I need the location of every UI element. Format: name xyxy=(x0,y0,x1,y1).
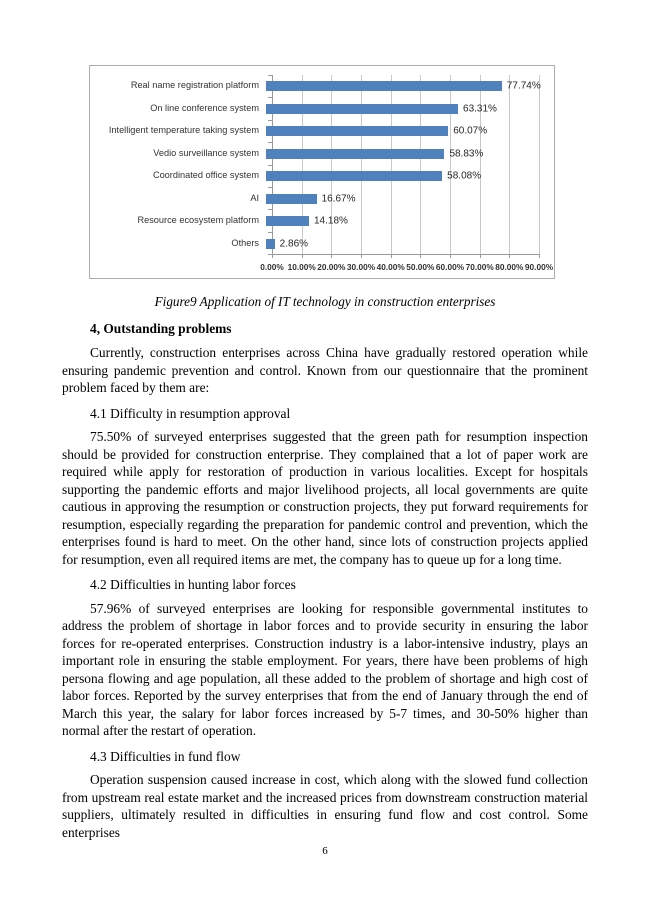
value-label: 63.31% xyxy=(463,103,497,115)
paragraph-intro: Currently, construction enterprises across China have gradually restored operation while ensuring pandemic prevention and control. Known from our questionnaire that the prominent problem faced by them are: xyxy=(62,345,588,395)
value-label: 58.83% xyxy=(449,148,484,160)
chart-row xyxy=(90,210,539,233)
bar xyxy=(266,171,442,181)
bar-track xyxy=(266,98,539,121)
bar xyxy=(266,194,317,204)
x-tick-label: 20.00% xyxy=(317,262,346,272)
value-label: 16.67% xyxy=(321,193,356,205)
category-label: On line conference system xyxy=(150,102,259,113)
category-label: AI xyxy=(250,192,259,203)
category-label: Intelligent temperature taking system xyxy=(108,125,259,136)
x-tick-label: 30.00% xyxy=(346,262,376,272)
chart-rows xyxy=(90,75,539,255)
bar xyxy=(266,81,502,91)
value-label: 60.07% xyxy=(453,125,488,137)
bar-track xyxy=(266,120,539,143)
category-label: Resource ecosystem platform xyxy=(137,215,259,226)
bar xyxy=(266,239,275,249)
category-label: Others xyxy=(231,237,259,248)
figure-caption: Figure9 Application of IT technology in construction enterprises xyxy=(154,294,496,309)
x-tick-label: 0.00% xyxy=(260,262,284,272)
category-label: Vedio surveillance system xyxy=(153,147,259,158)
section-heading: 4, Outstanding problems xyxy=(90,321,232,336)
bar-track xyxy=(266,165,539,188)
chart-row xyxy=(90,143,539,166)
bar xyxy=(266,104,458,114)
gridline xyxy=(539,75,540,254)
bar-track xyxy=(266,75,539,98)
x-axis-tick xyxy=(539,254,540,258)
category-label: Coordinated office system xyxy=(152,170,259,181)
bar xyxy=(266,126,448,136)
value-label: 14.18% xyxy=(314,215,348,227)
bar-track xyxy=(266,188,539,211)
x-tick-label: 10.00% xyxy=(287,262,316,272)
subsection-4-1-title: 4.1 Difficulty in resumption approval xyxy=(90,405,291,421)
bar-track xyxy=(266,210,539,233)
x-tick-label: 70.00% xyxy=(465,262,494,272)
x-tick-label: 40.00% xyxy=(376,262,405,272)
value-label: 58.08% xyxy=(447,170,482,182)
x-tick-label: 50.00% xyxy=(406,262,435,272)
bar xyxy=(266,216,309,226)
bar-track xyxy=(266,233,539,256)
x-tick-label: 90.00% xyxy=(524,262,554,272)
chart-row xyxy=(90,233,539,256)
chart-row xyxy=(90,120,539,143)
page-number: 6 xyxy=(322,845,328,857)
paragraph-4-1: 75.50% of surveyed enterprises suggested that the green path for resumption inspection should be provided for construction enterprise. They complained that a lot of paper work are required while apply for restoration of production in various localities. Except for hospitals supporting the pandemic efforts and major livelihood projects, all local governments are quite cautious in approving the resumption or construction projects, they put forward requirements for resumption, especially regarding the preparation for pandemic control and prevention, which the enterprises found is hard to meet. On the other hand, since lots of construction projects applied for resumption, even all required items are met, the company has to queue up for a long time. xyxy=(62,429,588,567)
value-label: 2.86% xyxy=(279,238,309,250)
x-tick-label: 60.00% xyxy=(435,262,465,272)
category-label: Real name registration platform xyxy=(130,80,259,91)
figure-chart xyxy=(89,65,555,279)
paragraph-4-2: 57.96% of surveyed enterprises are looking for responsible governmental institutes to address the problem of shortage in labor forces and to provide security in ensuring the labor forces for re-operated enterprises. Construction industry is a labor-intensive industry, plays an important role in ensuring the stable employment. For years, there have been problems of high persona flowing and age population, all these added to the problem of shortage and high cost of labor forces. Reported by the survey enterprises that from the end of January through the end of March this year, the salary for labor forces increased by 5-7 times, and 30-50% higher than normal after the restart of operation. xyxy=(62,600,588,738)
chart-row xyxy=(90,98,539,121)
chart-row xyxy=(90,188,539,211)
chart-row xyxy=(90,165,539,188)
bar xyxy=(266,149,444,159)
subsection-4-2-title: 4.2 Difficulties in hunting labor forces xyxy=(90,577,296,592)
value-label: 77.74% xyxy=(506,80,541,92)
paragraph-4-3: Operation suspension caused increase in cost, which along with the slowed fund collection from upstream real estate market and the increased prices from downstream construction material suppliers, ultimately resulted in difficulties in ensuring fund flow and cost control. Some enterprises xyxy=(62,772,588,840)
chart-row xyxy=(90,75,539,98)
subsection-4-3-title: 4.3 Difficulties in fund flow xyxy=(90,748,241,764)
x-tick-label: 80.00% xyxy=(495,262,524,272)
chart-x-axis xyxy=(260,262,554,274)
bar-track xyxy=(266,143,539,166)
